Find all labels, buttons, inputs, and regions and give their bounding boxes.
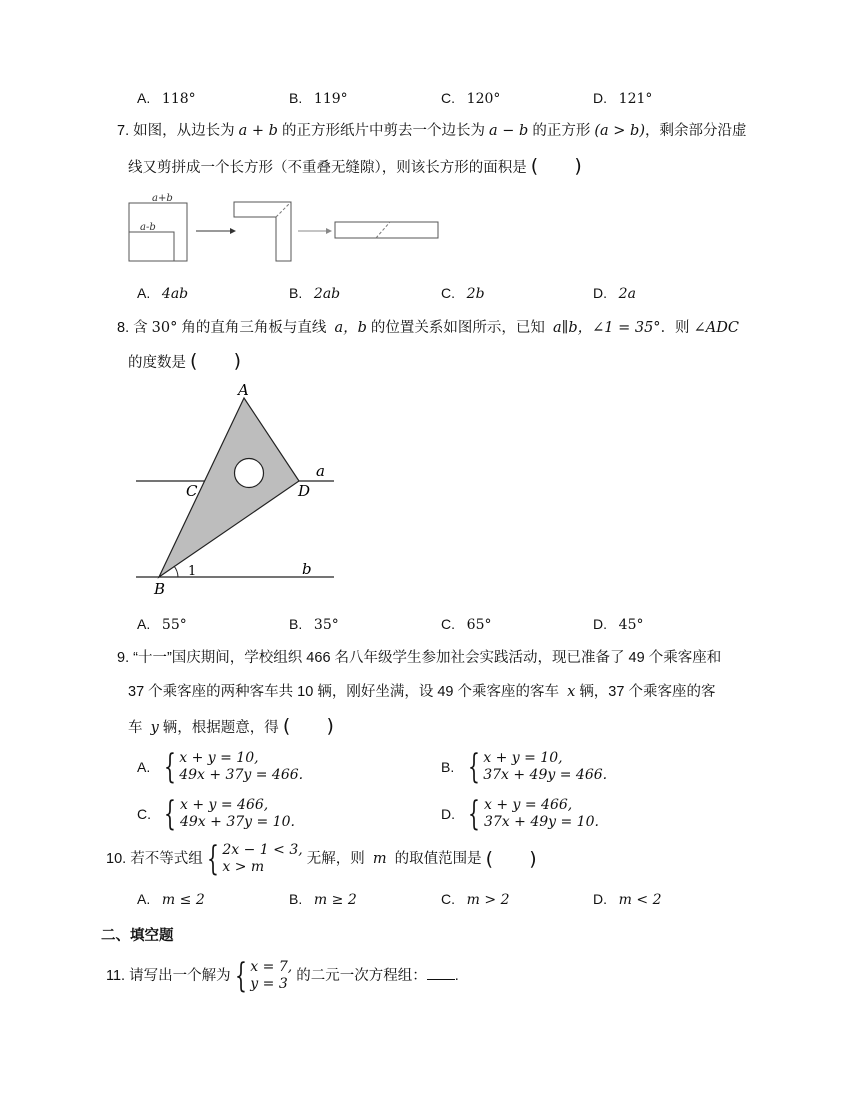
q7-option-c: C. 2b: [441, 285, 485, 302]
q7-fig-label-inner: a-b: [140, 222, 156, 233]
q7-option-a: A. 4ab: [137, 285, 189, 302]
q8-option-b: B. 35°: [289, 616, 339, 633]
q6-option-d: D. 121°: [593, 90, 653, 107]
q7-line1: 7. 如图，从边长为 a + b 的正方形纸片中剪去一个边长为 a − b 的正方形 (a > b)，剩余部分沿虚: [117, 123, 747, 139]
q10-line: 10. 若不等式组 { 2x − 1 < 3, x > m 无解，则 m 的取值范围是 ( ): [106, 839, 537, 879]
q9-option-c: C. { x + y = 466, 49x + 37y = 10.: [137, 794, 295, 834]
q6-option-c: C. 120°: [441, 90, 501, 107]
q7-option-b: B. 2ab: [289, 285, 341, 302]
label-C: C: [186, 482, 198, 500]
answer-blank[interactable]: [427, 965, 455, 980]
q8-option-d: D. 45°: [593, 616, 644, 633]
ruler-hole: [235, 459, 264, 488]
q10-option-c: C. m > 2: [441, 891, 510, 908]
label-D: D: [298, 482, 311, 500]
q10-option-a: A. m ≤ 2: [137, 891, 205, 908]
q7-option-d: D. 2a: [593, 285, 636, 302]
q9-line2: 37 个乘客座的两种客车共 10 辆，刚好坐满，设 49 个乘客座的客车 x 辆，37 个乘客座的客: [128, 684, 716, 700]
q11-line: 11. 请写出一个解为 { x = 7, y = 3 的二元一次方程组： .: [106, 956, 459, 996]
q9-option-b: B. { x + y = 10, 37x + 49y = 466.: [441, 747, 608, 787]
label-a: a: [316, 462, 325, 480]
q9-option-d: D. { x + y = 466, 37x + 49y = 10.: [441, 794, 599, 834]
q8-option-c: C. 65°: [441, 616, 492, 633]
label-A: A: [238, 381, 249, 399]
q6-option-b: B. 119°: [289, 90, 348, 107]
triangle-ruler: [159, 398, 299, 577]
q7-line2: 线又剪拼成一个长方形（不重叠无缝隙），则该长方形的面积是 ( ): [128, 155, 582, 177]
q7-fig-label-top: a+b: [152, 193, 173, 204]
q8-figure: [130, 378, 340, 598]
q9-option-a: A. { x + y = 10, 49x + 37y = 466.: [137, 747, 304, 787]
q8-option-a: A. 55°: [137, 616, 187, 633]
q7-figure: [126, 190, 442, 264]
q10-option-d: D. m < 2: [593, 891, 662, 908]
q9-line1: 9. “十一”国庆期间，学校组织 466 名八年级学生参加社会实践活动，现已准备了 49 个乘客座和: [117, 650, 722, 666]
q10-option-b: B. m ≥ 2: [289, 891, 357, 908]
q8-line2: 的度数是 ( ): [128, 350, 242, 372]
label-angle-1: 1: [188, 564, 197, 579]
section-heading-fill-in: 二、填空题: [101, 928, 174, 944]
label-b: b: [302, 560, 312, 578]
q6-option-a: A. 118°: [137, 90, 196, 107]
label-B: B: [154, 580, 166, 598]
q8-line1: 8. 含 30° 角的直角三角板与直线 a，b 的位置关系如图所示，已知 a∥b，∠1 = 35°．则 ∠ADC: [117, 320, 739, 336]
q9-line3: 车 y 辆，根据题意，得 ( ): [128, 715, 334, 737]
